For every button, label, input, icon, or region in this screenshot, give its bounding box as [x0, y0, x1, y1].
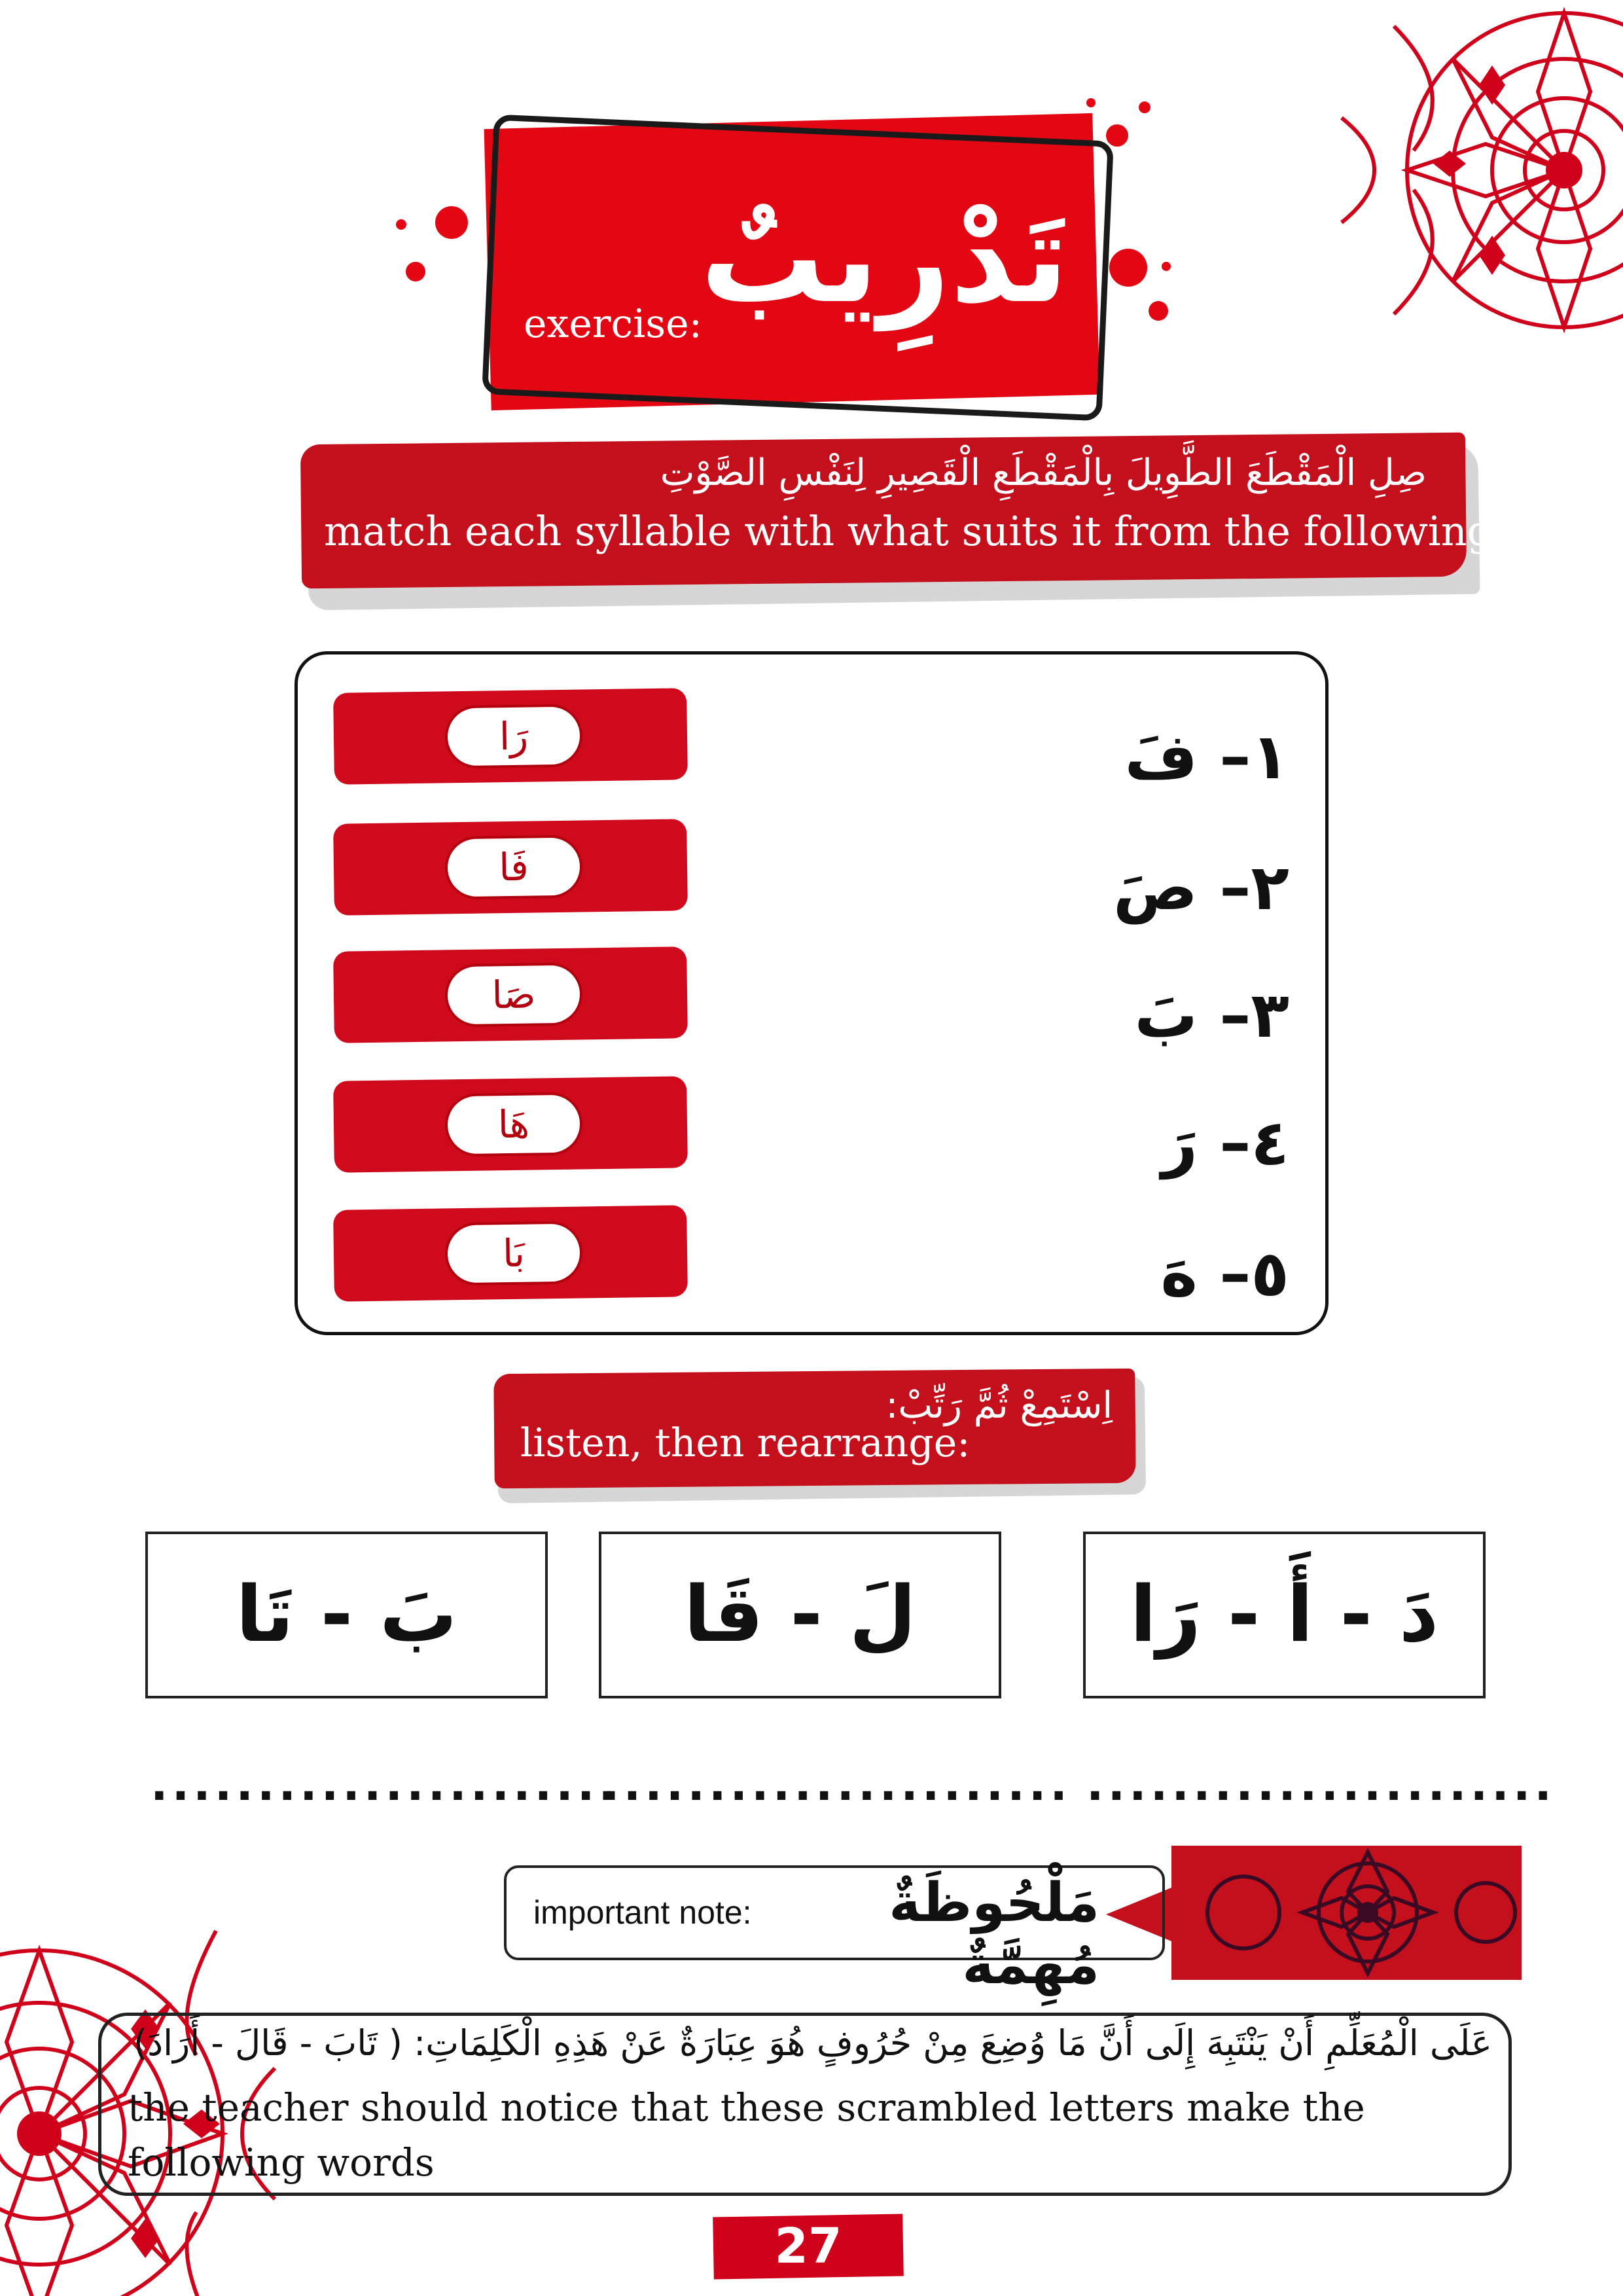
match-option[interactable] — [333, 1076, 688, 1173]
decor-dot — [396, 219, 406, 230]
match-option-label: بَا — [444, 1221, 582, 1285]
scrambled-word-box: لَ - قَا — [599, 1532, 1001, 1698]
match-row-label: ٢– صَ — [1113, 851, 1289, 924]
match-row-label: ٣– بَ — [1134, 978, 1289, 1052]
decor-dot — [1162, 262, 1171, 271]
match-row-label: ٥– هَ — [1160, 1237, 1289, 1310]
title-english: exercise: — [524, 301, 702, 347]
scrambled-word-box: دَ - أَ - رَا — [1083, 1532, 1486, 1698]
decor-dot — [1149, 301, 1168, 321]
match-row-label: ٤– رَ — [1161, 1106, 1289, 1179]
instruction-english: match each syllable with what suits it from the following: — [324, 507, 1507, 555]
match-row-label: ١– فَ — [1124, 720, 1289, 793]
match-option[interactable] — [333, 1205, 688, 1302]
page-number: 27 — [774, 2218, 842, 2274]
mandala-top-right-decoration — [1263, 0, 1623, 458]
decor-dot — [1139, 101, 1150, 113]
answer-line[interactable]: ...................... — [151, 1757, 620, 1811]
decor-dot — [1086, 98, 1096, 107]
match-option-label: هَا — [444, 1092, 582, 1157]
listen-instruction-arabic: اِسْتَمِعْ ثُمَّ رَتِّبْ: — [885, 1384, 1113, 1427]
answer-line[interactable]: ...................... — [1086, 1757, 1556, 1811]
note-english: important note: — [533, 1894, 752, 1931]
note-emblem — [1171, 1846, 1522, 1980]
match-option[interactable] — [333, 688, 688, 785]
match-option[interactable] — [333, 946, 688, 1043]
decor-dot — [1109, 249, 1147, 287]
teacher-note-english: the teacher should notice that these scrambled letters make the following words — [128, 2085, 1365, 2185]
listen-instruction-english: listen, then rearrange: — [520, 1420, 971, 1466]
answer-line[interactable]: ...................... — [602, 1757, 1072, 1811]
note-arabic: مَلْحُوظَةٌ مُهِمَّةٌ — [889, 1872, 1099, 1996]
instruction-arabic: صِلِ الْمَقْطَعَ الطَّوِيلَ بِالْمَقْطَعِ الْقَصِيرِ لِنَفْسِ الصَّوْتِ — [660, 452, 1427, 494]
decor-dot — [1106, 124, 1128, 147]
decor-dot — [435, 206, 468, 239]
match-option-label: صَا — [444, 962, 582, 1027]
decor-dot — [406, 262, 425, 281]
flower-emblem-icon — [1171, 1846, 1522, 1980]
title-arabic: تَدْرِيبٌ — [700, 186, 1069, 331]
match-option-label: رَا — [444, 704, 582, 768]
teacher-note-arabic: عَلَى الْمُعَلِّمِ أَنْ يَنْتَبِهَ إِلَى أَنَّ مَا وُضِعَ مِنْ حُرُوفٍ هُوَ عِبَارَةٌ عَنْ هَذِهِ الْكَلِمَاتِ: ( تَابَ - قَالَ - أَرَادَ) — [134, 2022, 1492, 2064]
match-option[interactable] — [333, 819, 688, 916]
match-option-label: فَا — [444, 834, 582, 899]
scrambled-word-box: بَ - تَا — [145, 1532, 548, 1698]
